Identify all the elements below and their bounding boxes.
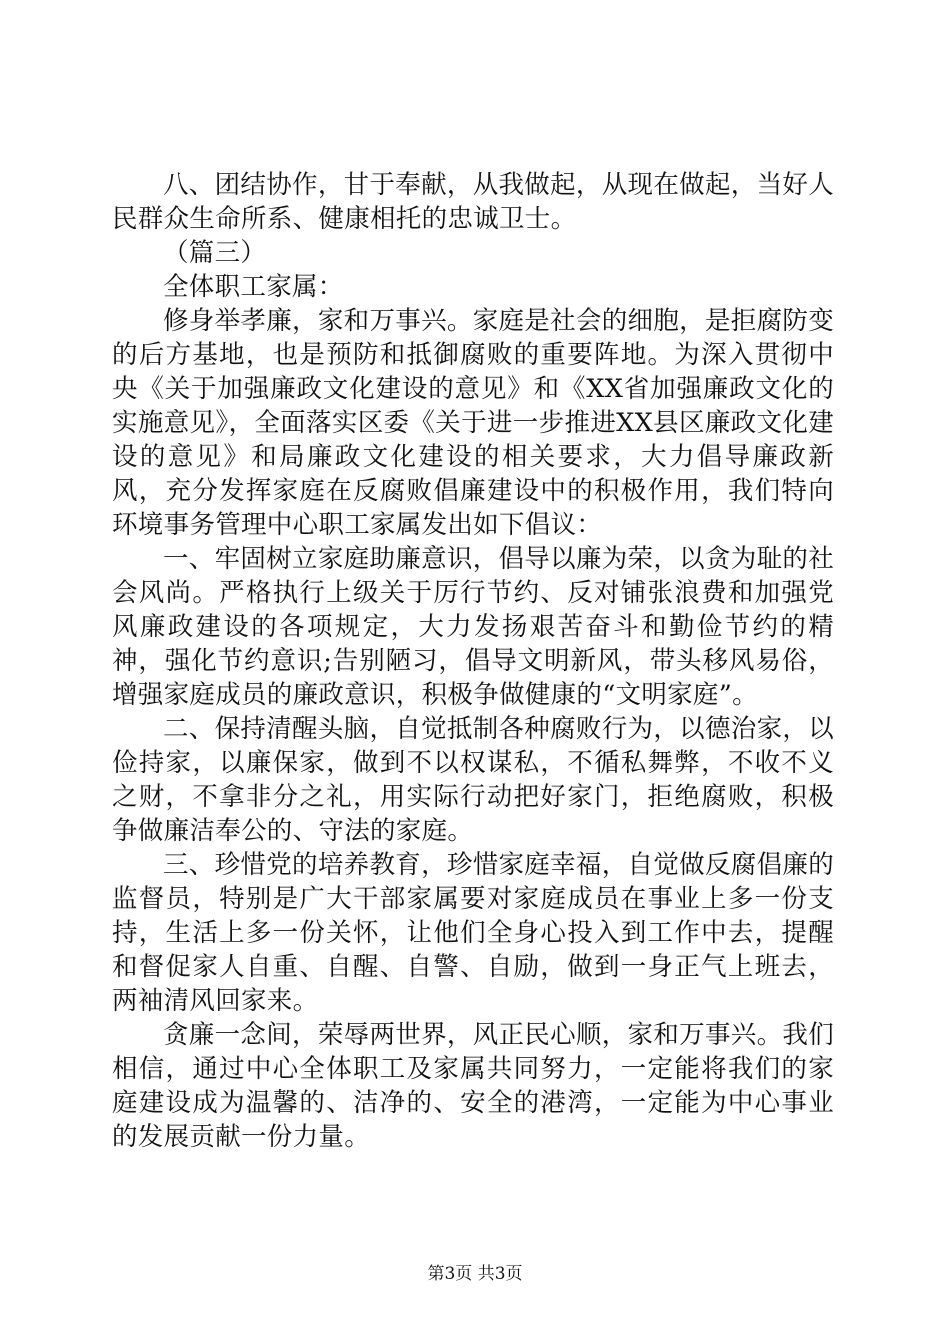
page-number-footer: 第3页 共3页 (427, 1264, 523, 1284)
salutation: 全体职工家属： (163, 272, 344, 302)
paragraph-point-one: 一、牢固树立家庭助廉意识，倡导以廉为荣，以贪为耻的社会风尚。严格执行上级关于厉行节约、反对铺张浪费和加强党风廉政建设的各项规定，大力发扬艰苦奋斗和勤俭节约的精神，强化节约意识;告别陋习，倡导文明新风，带头移风易俗，增强家庭成员的廉政意识，积极争做健康的“文明家庭”。 (112, 544, 834, 710)
paragraph-point-three: 三、珍惜党的培养教育，珍惜家庭幸福，自觉做反腐倡廉的监督员，特别是广大干部家属要对家庭成员在事业上多一份支持，生活上多一份关怀，让他们全身心投入到工作中去，提醒和督促家人自重、自醒、自警、自励，做到一身正气上班去，两袖清风回家来。 (112, 850, 834, 1016)
paragraph-intro: 修身举孝廉，家和万事兴。家庭是社会的细胞，是拒腐防变的后方基地，也是预防和抵御腐败的重要阵地。为深入贯彻中央《关于加强廉政文化建设的意见》和《XX省加强廉政文化的实施意见》，全面落实区委《关于进一步推进XX县区廉政文化建设的意见》和局廉政文化建设的相关要求，大力倡导廉政新风，充分发挥家庭在反腐败倡廉建设中的积极作用，我们特向环境事务管理中心职工家属发出如下倡议： (112, 306, 834, 540)
paragraph-point-two: 二、保持清醒头脑，自觉抵制各种腐败行为，以德治家，以俭持家，以廉保家，做到不以权谋私，不循私舞弊，不收不义之财，不拿非分之礼，用实际行动把好家门，拒绝腐败，积极争做廉洁奉公的、守法的家庭。 (112, 714, 834, 846)
paragraph-closing: 贪廉一念间，荣辱两世界，风正民心顺，家和万事兴。我们相信，通过中心全体职工及家属共同努力，一定能将我们的家庭建设成为温馨的、洁净的、安全的港湾，一定能为中心事业的发展贡献一份力量。 (112, 1020, 834, 1152)
section-heading-part-three: （篇三） (163, 238, 267, 268)
document-body (112, 168, 834, 1154)
paragraph-item-8-conclusion: 八、团结协作，甘于奉献，从我做起，从现在做起，当好人民群众生命所系、健康相托的忠诚卫士。 (112, 170, 834, 234)
